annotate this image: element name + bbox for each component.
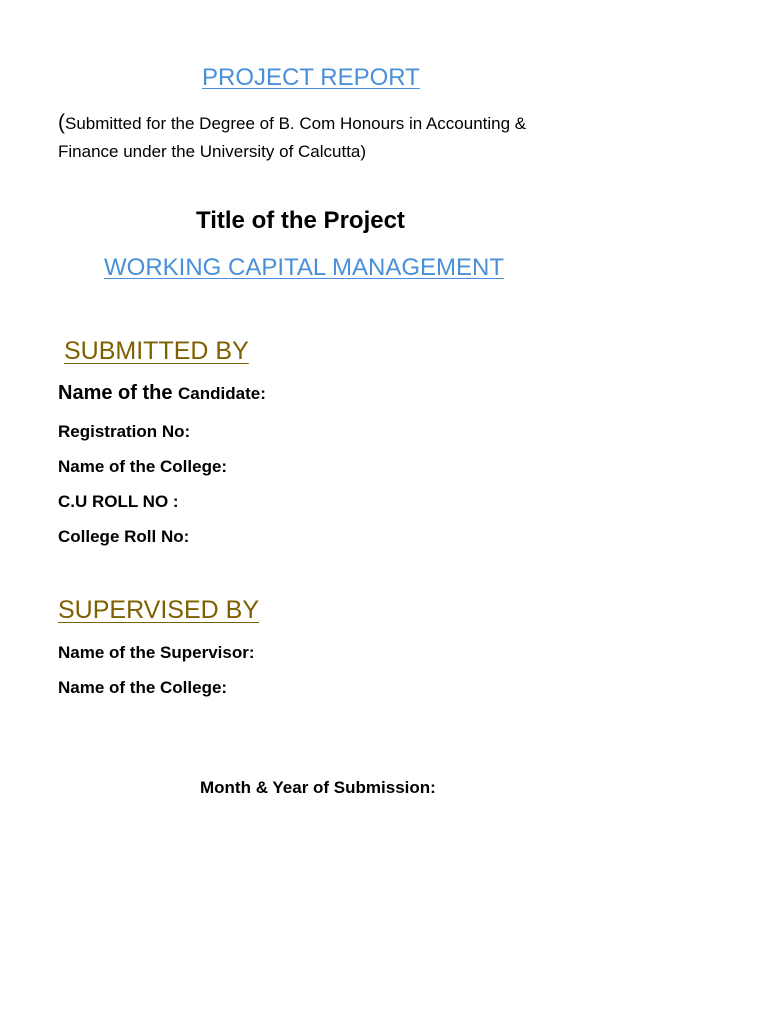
registration-number-field: Registration No: — [58, 422, 191, 441]
project-title-label: Title of the Project — [196, 207, 405, 234]
candidate-college-field: Name of the College: — [58, 457, 228, 476]
candidate-label-suffix: Candidate: — [178, 384, 266, 403]
document-title: PROJECT REPORT — [202, 64, 420, 91]
college-roll-number-field: College Roll No: — [58, 527, 190, 546]
submission-note — [58, 109, 578, 166]
submitted-by-heading: SUBMITTED BY — [64, 337, 249, 365]
project-title: WORKING CAPITAL MANAGEMENT — [104, 254, 505, 281]
supervisor-name-field: Name of the Supervisor: — [58, 643, 255, 662]
supervised-by-heading: SUPERVISED BY — [58, 596, 260, 624]
submission-note-open-paren: ( — [58, 111, 65, 134]
supervisor-college-field: Name of the College: — [58, 678, 228, 697]
submission-note-text: Submitted for the Degree of B. Com Honours in Accounting & Finance under the University of Calcutta) — [58, 114, 527, 161]
submission-date-field: Month & Year of Submission: — [200, 778, 436, 797]
candidate-label-prefix: Name of the — [58, 382, 179, 404]
candidate-name-field — [58, 382, 266, 405]
cu-roll-number-field: C.U ROLL NO : — [58, 492, 179, 511]
